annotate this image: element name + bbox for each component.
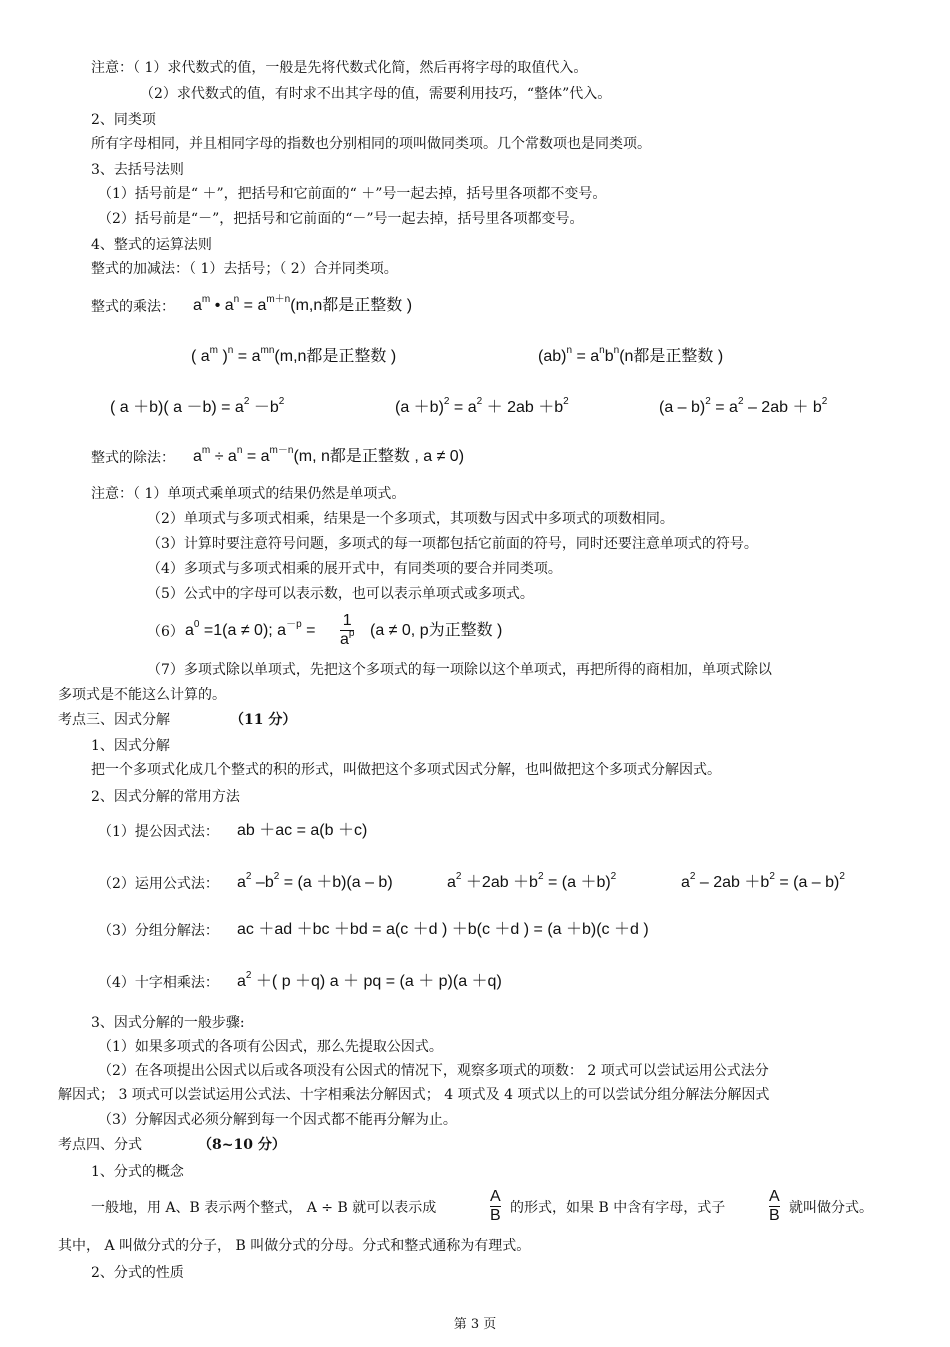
fraction-denominator: B: [490, 1207, 501, 1224]
heading-bracket-rules: 3、去括号法则: [91, 162, 184, 178]
fraction-a-over-b: [490, 1188, 501, 1225]
formula-condition: (n都是正整数 ): [619, 348, 724, 365]
formula-factor-square-of-difference: $a^2 - 2ab +b^2 = (a - b)^2$: [681, 871, 845, 891]
multiplication-label: 整式的乘法：: [91, 299, 175, 315]
note-2-item-3: （3）计算时要注意符号问题，多项式的每一项都包括它前面的符号，同时还要注意单项式的符号。: [147, 536, 758, 552]
fraction-numerator: A: [490, 1188, 501, 1205]
formula-product-of-powers: $a^m$ • $a^n = a^{m+n}(m,n$都是正整数 ): [193, 294, 413, 314]
note-2-item-4: （4）多项式与多项式相乘的展开式中，有同类项的要合并同类项。: [147, 561, 562, 577]
fraction-one-over-a-p: $\frac{1}{a^p}$: [340, 612, 355, 648]
method-3-label: （3）分组分解法：: [98, 923, 219, 939]
formula-square-of-difference: $(a - b)^2 = a^2 - 2ab + b^2$: [659, 396, 828, 416]
fraction-numerator-denominator: 其中， A 叫做分式的分子， B 叫做分式的分母。分式和整式通称为有理式。: [58, 1238, 531, 1254]
fraction-numerator: A: [769, 1188, 780, 1205]
add-sub-rule: 整式的加减法：（ 1）去括号；（ 2）合并同类项。: [91, 261, 398, 277]
fraction-concept-part-2: 的形式，如果 B 中含有字母，式子: [510, 1200, 726, 1216]
heading-operations: 4、整式的运算法则: [91, 237, 212, 253]
fraction-a-over-b: [769, 1188, 780, 1225]
step-3: （3）分解因式必须分解到每一个因式都不能再分解为止。: [98, 1112, 457, 1128]
note-2-head: 注意：（ 1）单项式乘单项式的结果仍然是单项式。: [91, 486, 406, 502]
method-2-label: （2）运用公式法：: [98, 876, 219, 892]
page-number: 第 3 页: [453, 1317, 497, 1332]
formula-power-of-power: ( $a^m$ )$^n = a^{mn}(m,n$都是正整数 ): [191, 345, 397, 365]
heading-fractions: 考点四、分式: [58, 1137, 142, 1153]
step-1: （1）如果多项式的各项有公因式，那么先提取公因式。: [98, 1039, 443, 1055]
note-2-item-7a: （7）多项式除以单项式，先把这个多项式的每一项除以这个单项式，再把所得的商相加，单项式除以: [147, 662, 772, 678]
formula-condition: (m,n都是正整数 ): [274, 348, 397, 365]
fraction-concept-part-1: 一般地，用 A、B 表示两个整式， A ÷ B 就可以表示成: [91, 1200, 437, 1216]
formula-difference-of-squares: ( a ＋b)( $a -b) = a^2 -b^2$: [110, 396, 285, 416]
factorization-definition: 把一个多项式化成几个整式的积的形式，叫做把这个多项式因式分解，也叫做把这个多项式分解因式。: [91, 762, 721, 778]
fractions-score: （8~10 分）: [198, 1137, 286, 1153]
note-1b: （2）求代数式的值，有时求不出其字母的值，需要利用技巧，“整体”代入。: [140, 86, 612, 102]
heading-factorization: 考点三、因式分解: [58, 712, 170, 728]
step-2a: （2）在各项提出公因式以后或各项没有公因式的情况下，观察多项式的项数： 2 项式可以尝试运用公式法分: [98, 1063, 769, 1079]
formula-common-factor: ab ＋ac = a(b ＋c): [237, 822, 368, 839]
bracket-rule-minus: （2）括号前是“－”，把括号和它前面的“－”号一起去掉，括号里各项都变号。: [98, 211, 584, 227]
formula-factor-difference-of-squares: $a^2$ $-b^2 = (a +b)(a - b)$: [237, 871, 393, 891]
formula-condition: (a ≠ 0, p为正整数 ): [370, 622, 503, 639]
heading-fraction-properties: 2、分式的性质: [91, 1265, 184, 1281]
fraction-concept-part-3: 就叫做分式。: [789, 1200, 873, 1216]
factorization-score: （11 分）: [230, 712, 297, 728]
formula-square-of-sum: $(a +b)^2 = a^2 + 2ab +b^2$: [395, 396, 569, 416]
formula-condition: (m, n都是正整数 , a ≠ 0): [293, 448, 465, 465]
formula-zero-and-negative-exponent: $a^0 =1(a \ne 0)$; $a^{-p}$ =: [185, 619, 316, 639]
heading-factorization-steps: 3、因式分解的一般步骤:: [91, 1015, 245, 1031]
formula-factor-square-of-sum: $a^2 +2ab +b^2 = (a +b)^2$: [447, 871, 617, 891]
method-4-label: （4）十字相乘法：: [98, 975, 219, 991]
bracket-rule-plus: （1）括号前是“ ＋”，把括号和它前面的“ ＋”号一起去掉，括号里各项都不变号。: [98, 186, 607, 202]
step-2b: 解因式； 3 项式可以尝试运用公式法、十字相乘法分解因式； 4 项式及 4 项式以上的可以尝试分组分解法分解因式: [58, 1087, 770, 1103]
note-2-item-5: （5）公式中的字母可以表示数，也可以表示单项式或多项式。: [147, 586, 534, 602]
heading-like-terms: 2、同类项: [91, 112, 156, 128]
note-2-item-6-label: （6）: [147, 624, 184, 640]
like-terms-definition: 所有字母相同，并且相同字母的指数也分别相同的项叫做同类项。几个常数项也是同类项。: [91, 136, 651, 152]
formula-condition: (m,n都是正整数 ): [290, 297, 413, 314]
fraction-denominator: B: [769, 1207, 780, 1224]
formula-cross-multiplication: $a^2$ ＋( p ＋q) a ＋ pq = (a ＋ p)(a ＋q): [237, 970, 502, 990]
division-label: 整式的除法：: [91, 450, 175, 466]
formula-power-of-product: $(ab)^n = a^nb^n(n$都是正整数 ): [538, 345, 724, 365]
heading-fraction-concept: 1、分式的概念: [91, 1164, 184, 1180]
note-2-item-7b: 多项式是不能这么计算的。: [58, 687, 226, 703]
formula-grouping: ac ＋ad ＋bc ＋bd = a(c ＋d ) ＋b(c ＋d ) = (a ＋b)(c ＋d ): [237, 921, 649, 938]
note-2-item-2: （2）单项式与多项式相乘，结果是一个多项式，其项数与因式中多项式的项数相同。: [147, 511, 674, 527]
heading-factorization-1: 1、因式分解: [91, 738, 170, 754]
method-1-label: （1）提公因式法：: [98, 824, 219, 840]
heading-factorization-methods: 2、因式分解的常用方法: [91, 789, 240, 805]
formula-quotient-of-powers: $a^m \div a^n = a^{m-n}(m$, n都是正整数 , a ≠ 0): [193, 445, 465, 465]
note-1a: 注意：（ 1）求代数式的值，一般是先将代数式化简，然后再将字母的取值代入。: [91, 60, 588, 76]
